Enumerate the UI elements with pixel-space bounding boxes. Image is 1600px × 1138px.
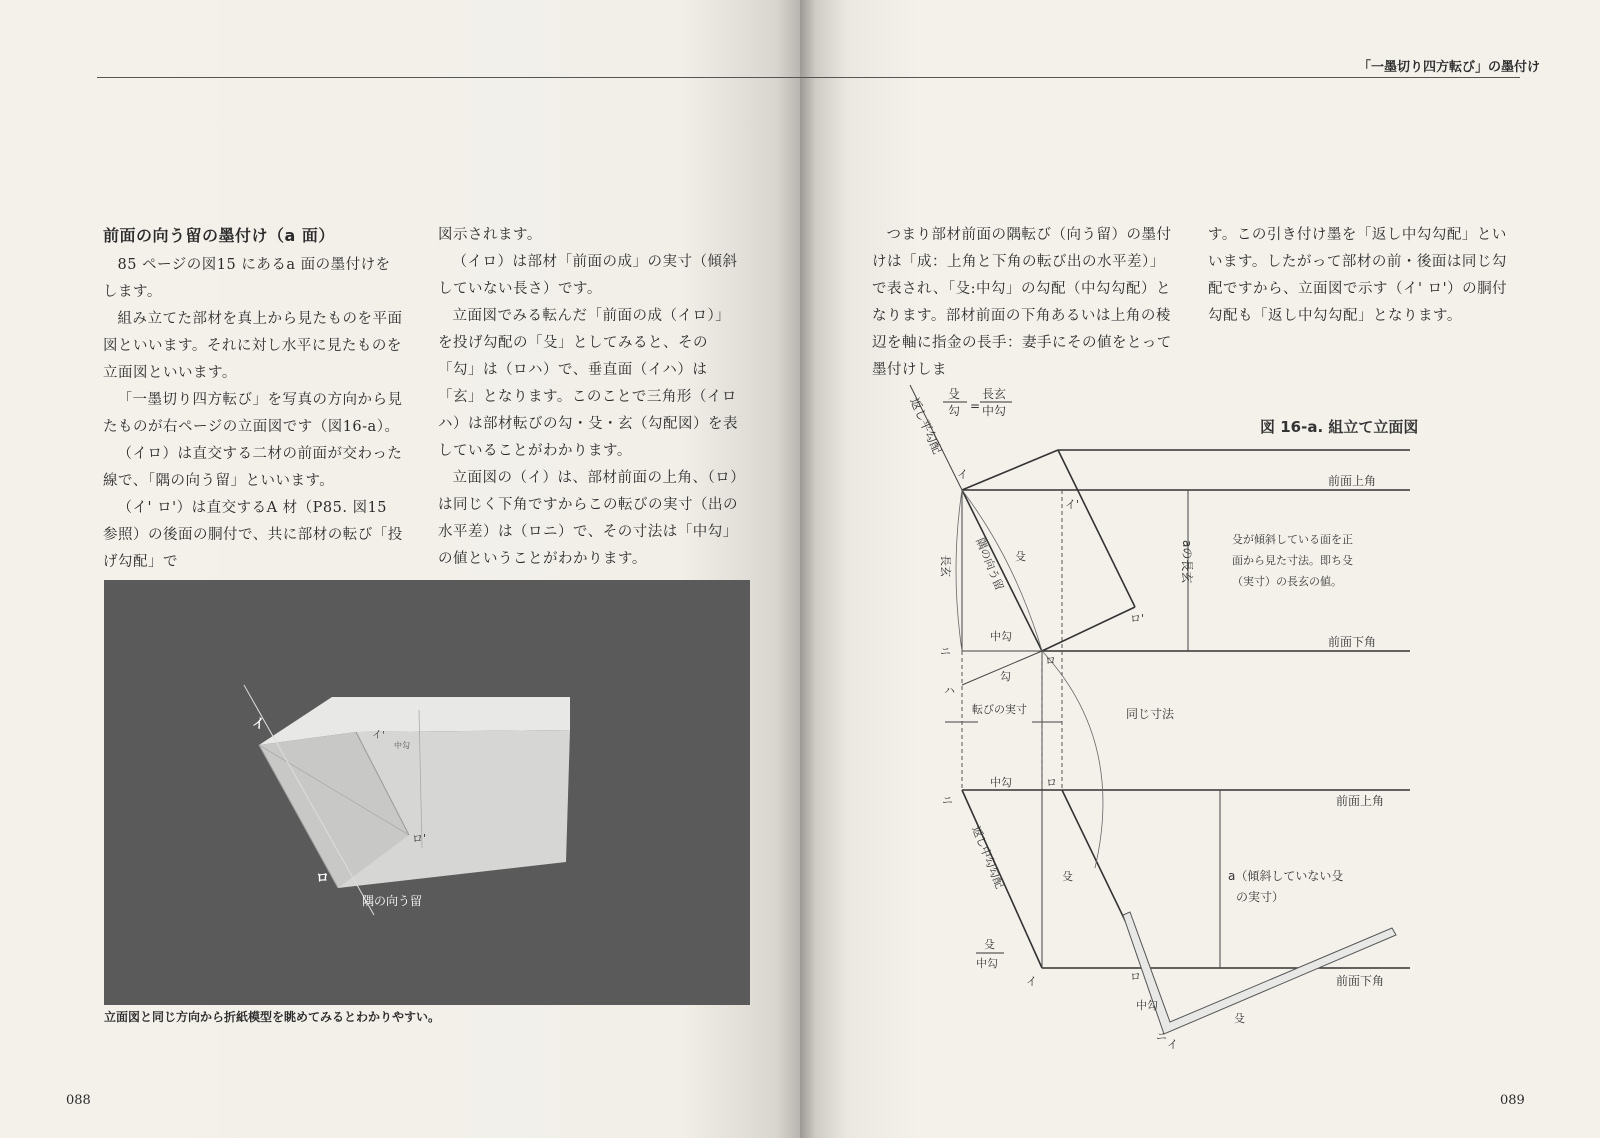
label-i: イ xyxy=(252,717,266,732)
label-choken: 長玄 xyxy=(939,555,952,577)
label-chuko-3: 中勾 xyxy=(1136,999,1158,1012)
right-page xyxy=(800,0,1600,1138)
label-i: イ xyxy=(957,468,968,481)
label-zenmen-jokaku-1: 前面上角 xyxy=(1328,474,1377,488)
paragraph: 組み立てた部材を真上から見たものを平面図といいます。それに対し水平に見たものを立面図といいます。 xyxy=(103,311,403,381)
label-corner: 隅の向う留 xyxy=(362,894,423,908)
label-chuko-1: 中勾 xyxy=(990,630,1012,643)
page-number-right: 089 xyxy=(1500,1093,1525,1108)
figure-title: 図 16-a. 組立て立面図 xyxy=(1260,418,1419,436)
label-korobi: 転びの実寸 xyxy=(972,703,1027,716)
label-i-2: イ xyxy=(1026,975,1037,988)
label-i-prime: イ' xyxy=(1065,498,1080,511)
label-a-choken: aの長玄 xyxy=(1180,540,1194,584)
label-ko: 勾 xyxy=(1000,670,1011,683)
section-heading: 前面の向う留の墨付け（a 面） xyxy=(103,226,335,245)
frac1-num: 殳 xyxy=(948,387,961,401)
label-ro-3: ロ xyxy=(1130,970,1141,983)
label-i-3: イ xyxy=(1167,1038,1178,1051)
label-ni-2: ニ xyxy=(942,794,953,807)
label-zenmen-jokaku-2: 前面上角 xyxy=(1336,794,1385,808)
paragraph: （イロ）は部材「前面の成」の実寸（傾斜していない長さ）です。 xyxy=(438,254,738,297)
note-line-2: 面から見た寸法。即ち殳 xyxy=(1232,554,1353,567)
a-note-1: a（傾斜していない殳 xyxy=(1228,869,1344,883)
label-ro-prime: ロ' xyxy=(1130,612,1145,625)
frac2-den: 中勾 xyxy=(982,404,1007,418)
frac1-den: 勾 xyxy=(948,404,961,418)
label-chuko: 中勾 xyxy=(394,741,410,750)
label-chuko-frac: 中勾 xyxy=(976,957,998,970)
paragraph: （イロ）は直交する二材の前面が交わった線で、「隅の向う留」といいます。 xyxy=(103,446,403,489)
paragraph: 立面図でみる転んだ「前面の成（イロ）」を投げ勾配の「殳」としてみると、その「勾」は（ロハ）で、垂直面（イハ）は「玄」となります。このことで三角形（イロハ）は部材転びの勾・殳・玄（勾配図）を表していることがわかります。 xyxy=(438,308,738,459)
label-shu-3: 殳 xyxy=(1234,1012,1245,1025)
running-head: 「一墨切り四方転び」の墨付け xyxy=(1357,60,1540,75)
origami-model-photo xyxy=(104,580,750,1005)
frac-eq: = xyxy=(970,399,981,413)
label-kaeshi-hira: 返し平勾配 xyxy=(907,395,945,457)
photo-caption: 立面図と同じ方向から折紙模型を眺めてみるとわかりやすい。 xyxy=(104,1010,441,1024)
label-ro: ロ xyxy=(1045,654,1056,667)
paragraph: 図示されます。 xyxy=(438,227,542,243)
label-shu-1: 殳 xyxy=(1015,550,1026,563)
label-i-prime: イ' xyxy=(372,730,385,741)
page-number-left: 088 xyxy=(66,1093,91,1108)
paragraph: （イ' ロ'）は直交するA 材（P85. 図15 参照）の後面の胴付で、共に部材の転び「投げ勾配」で xyxy=(103,500,403,570)
carpenters-square xyxy=(1123,912,1396,1034)
paragraph: 「一墨切り四方転び」を写真の方向から見たものが右ページの立面図です（図16-a）。 xyxy=(103,392,403,435)
paragraph: す。この引き付け墨を「返し中勾勾配」といいます。したがって部材の前・後面は同じ勾配ですから、立面図で示す（イ' ロ'）の胴付勾配も「返し中勾勾配」となります。 xyxy=(1208,227,1508,324)
label-ni: ニ xyxy=(940,645,951,658)
label-sumi: 隅の向う留 xyxy=(973,536,1006,593)
a-note-2: の実寸） xyxy=(1236,890,1285,904)
paragraph: 85 ページの図15 にあるa 面の墨付けをします。 xyxy=(103,257,391,300)
label-ro-2: ロ xyxy=(1046,776,1057,789)
elevation-diagram xyxy=(800,0,1600,1138)
label-ha: ハ xyxy=(944,684,955,697)
label-kaeshi-chuko: 返し中勾勾配 xyxy=(969,824,1006,891)
label-onaji: 同じ寸法 xyxy=(1126,707,1175,721)
note-line-3: （実寸）の長玄の値。 xyxy=(1232,575,1342,588)
paragraph: 立面図の（イ）は、部材前面の上角、（ロ）は同じく下角ですからこの転びの実寸（出の水平差）は（ロニ）で、その寸法は「中勾」の値ということがわかります。 xyxy=(438,470,738,567)
label-chuko-2: 中勾 xyxy=(990,776,1012,789)
note-line-1: 殳が傾斜している面を正 xyxy=(1232,533,1353,546)
left-column-2 xyxy=(438,222,738,573)
label-ro: ロ xyxy=(316,871,330,886)
label-shu-2: 殳 xyxy=(1062,870,1073,883)
label-ro-prime: ロ' xyxy=(412,832,427,845)
label-shu-frac: 殳 xyxy=(984,938,995,951)
paragraph: つまり部材前面の隅転び（向う留）の墨付けは「成：上角と下角の転び出の水平差）」で表され、「殳:中勾」の勾配（中勾勾配）となります。部材前面の下角あるいは上角の稜辺を軸に指金の長手：妻手にその値をとって墨付けしま xyxy=(872,227,1172,378)
frac2-num: 長玄 xyxy=(982,387,1007,401)
label-zenmen-gekaku-1: 前面下角 xyxy=(1328,635,1377,649)
label-ni-3: ニ xyxy=(1156,1030,1167,1043)
left-column-1 xyxy=(103,222,403,576)
label-zenmen-gekaku-2: 前面下角 xyxy=(1336,974,1385,988)
header-rule xyxy=(97,77,800,78)
